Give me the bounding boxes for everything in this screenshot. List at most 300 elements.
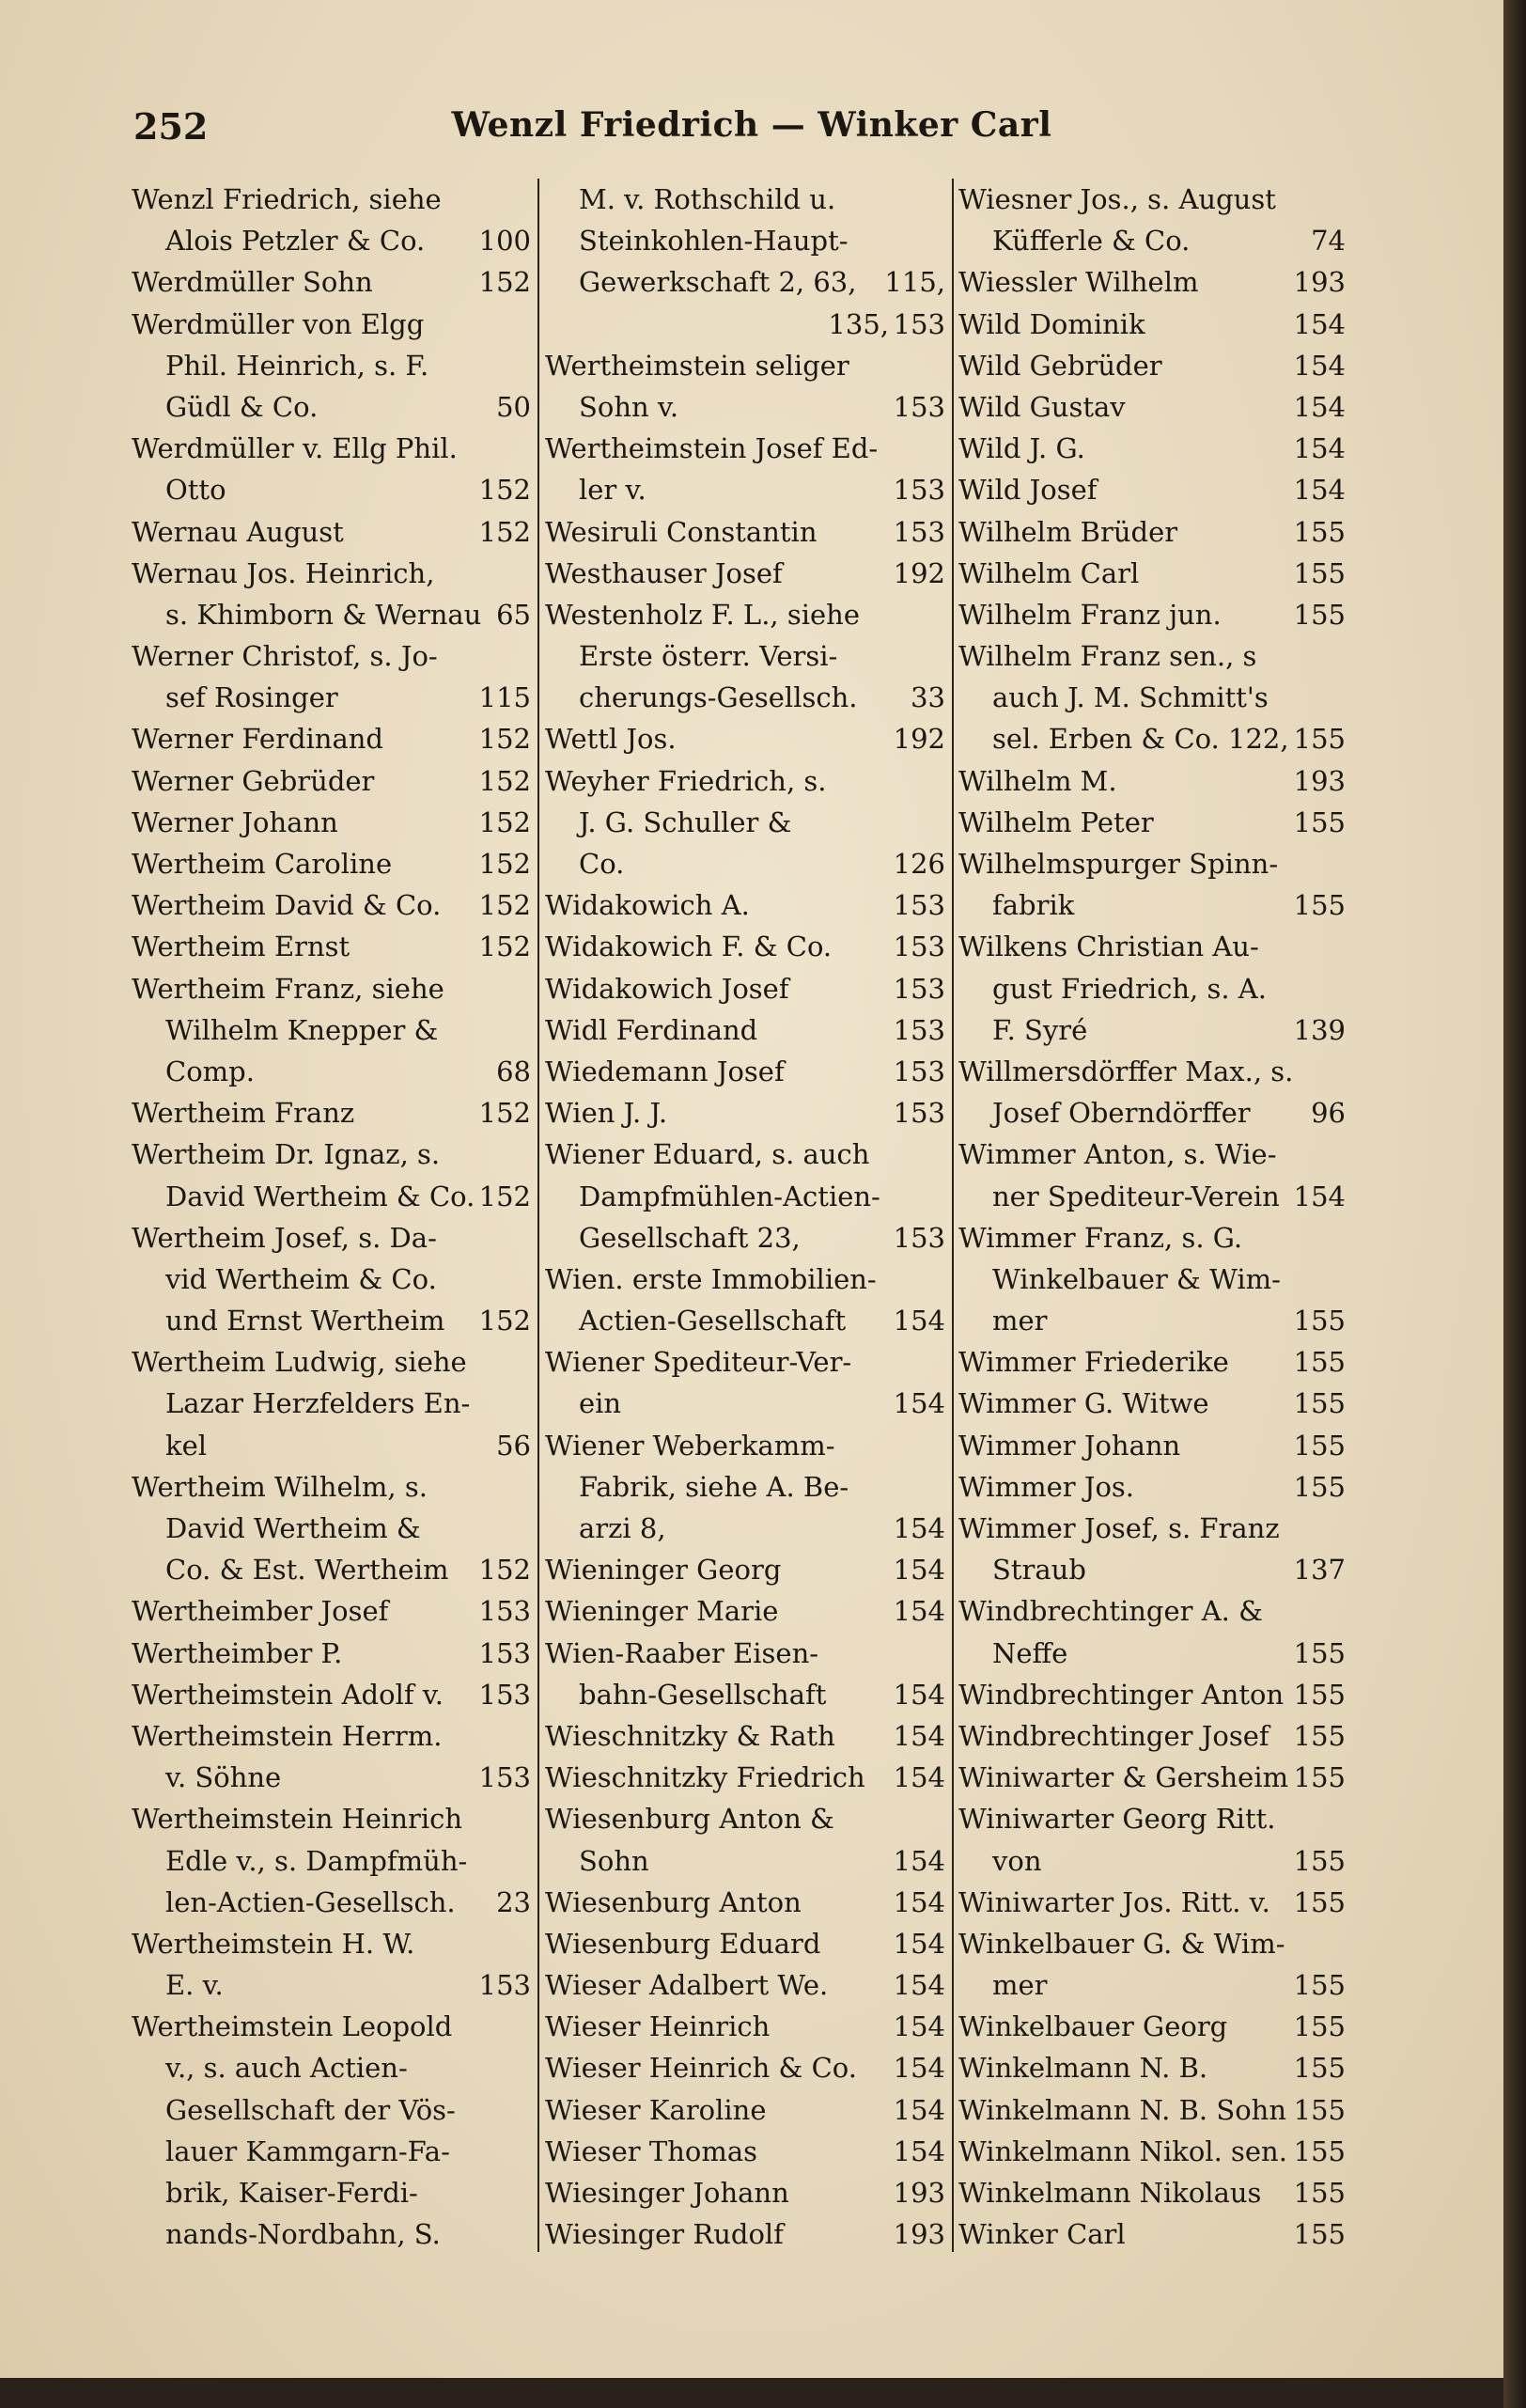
index-entry-line xyxy=(132,1590,531,1632)
entry-text: Wien. erste Immobilien- xyxy=(545,1262,877,1295)
entry-text: cherungs-Gesellsch. xyxy=(579,681,858,714)
entry-page-ref: 193 xyxy=(1293,764,1346,797)
index-entry-line xyxy=(958,802,1346,843)
entry-text: Wertheimstein Leopold xyxy=(132,2010,453,2043)
index-entry-line xyxy=(958,1964,1346,2006)
entry-text: lauer Kammgarn-Fa- xyxy=(165,2134,450,2167)
entry-page-ref: 193 xyxy=(1293,266,1346,299)
entry-page-ref: 155 xyxy=(1293,515,1346,548)
index-columns xyxy=(132,179,1346,2252)
entry-text: nands-Nordbahn, S. xyxy=(165,2218,441,2251)
entry-text: Wertheimstein H. W. xyxy=(132,1927,415,1960)
entry-text: Wieschnitzky & Rath xyxy=(545,1719,835,1752)
index-entry-line xyxy=(545,1715,945,1757)
entry-page-ref: 153 xyxy=(893,1221,945,1254)
entry-text: Wertheimstein Herrm. xyxy=(132,1719,443,1752)
entry-text: Wimmer Johann xyxy=(958,1429,1181,1462)
index-entry-line xyxy=(545,1798,945,1839)
entry-text: Wertheim David & Co. xyxy=(132,889,442,922)
index-entry-line xyxy=(958,843,1346,884)
index-entry-line xyxy=(958,1383,1346,1424)
index-entry-line xyxy=(132,1882,531,1923)
entry-text: Werner Christof, s. Jo- xyxy=(132,640,438,673)
entry-text: Wiesner Jos., s. August xyxy=(958,183,1276,215)
entry-text: Gesellschaft 23, xyxy=(579,1221,801,1254)
column-divider xyxy=(537,179,539,2252)
index-entry-line xyxy=(958,2089,1346,2131)
entry-text: Wimmer Anton, s. Wie- xyxy=(958,1138,1277,1171)
entry-page-ref: 155 xyxy=(1293,2218,1346,2251)
index-entry-line xyxy=(958,1715,1346,1757)
index-column-1 xyxy=(132,179,531,2252)
entry-page-ref: 56 xyxy=(496,1429,531,1462)
index-entry-line xyxy=(958,884,1346,926)
entry-text: Widakowich A. xyxy=(545,889,750,922)
entry-text: Wilhelm Knepper & xyxy=(165,1013,439,1046)
index-entry-line xyxy=(132,1383,531,1424)
entry-text: mer xyxy=(992,1969,1048,2002)
entry-page-ref: 115 xyxy=(478,681,531,714)
entry-text: Wieser Adalbert We. xyxy=(545,1969,829,2002)
page-number: 252 xyxy=(133,105,209,148)
entry-text: Windbrechtinger A. & xyxy=(958,1595,1263,1628)
entry-text: Wieser Karoline xyxy=(545,2093,767,2126)
entry-text: M. v. Rothschild u. xyxy=(579,183,836,215)
entry-text: Winiwarter & Gersheim xyxy=(958,1761,1289,1794)
index-entry-line xyxy=(132,511,531,553)
entry-page-ref: 152 xyxy=(478,848,531,880)
entry-text: Winkelbauer G. & Wim- xyxy=(958,1927,1285,1960)
entry-text: Wieschnitzky Friedrich xyxy=(545,1761,865,1794)
index-entry-line xyxy=(545,1882,945,1923)
index-entry-line xyxy=(132,386,531,428)
entry-page-ref: 192 xyxy=(893,556,945,589)
entry-text: Widakowich Josef xyxy=(545,972,789,1005)
entry-text: Wernau Jos. Heinrich, xyxy=(132,556,435,589)
entry-text: Wertheim Ludwig, siehe xyxy=(132,1346,467,1379)
index-entry-line xyxy=(132,1715,531,1757)
index-entry-line xyxy=(545,1051,945,1092)
index-entry-line xyxy=(545,1549,945,1590)
entry-page-ref: 155 xyxy=(1293,2177,1346,2209)
index-entry-line xyxy=(545,677,945,718)
entry-text: Josef Oberndörffer xyxy=(992,1097,1251,1130)
entry-text: Erste österr. Versi- xyxy=(579,640,838,673)
index-entry-line xyxy=(545,1840,945,1882)
entry-text: Wieninger Marie xyxy=(545,1595,779,1628)
index-entry-line xyxy=(545,511,945,553)
entry-text: Wertheimber P. xyxy=(132,1636,343,1669)
index-entry-line xyxy=(545,1009,945,1051)
entry-page-ref: 152 xyxy=(478,805,531,838)
entry-text: Winkelmann Nikol. sen. xyxy=(958,2134,1287,2167)
entry-text: Wild Gebrüder xyxy=(958,349,1162,382)
index-entry-line xyxy=(958,1757,1346,1798)
entry-text: v., s. auch Actien- xyxy=(165,2052,408,2085)
index-entry-line xyxy=(958,2213,1346,2255)
entry-text: Wiesenburg Anton xyxy=(545,1885,802,1918)
entry-page-ref: 155 xyxy=(1293,2010,1346,2043)
index-entry-line xyxy=(132,1341,531,1383)
index-entry-line xyxy=(132,1840,531,1882)
index-entry-line xyxy=(958,1176,1346,1217)
entry-page-ref: 155 xyxy=(1293,556,1346,589)
index-entry-line xyxy=(132,1964,531,2006)
index-entry-line xyxy=(545,1964,945,2006)
entry-text: und Ernst Wertheim xyxy=(165,1305,445,1337)
entry-text: Wimmer Jos. xyxy=(958,1470,1134,1503)
index-entry-line xyxy=(958,1092,1346,1134)
index-entry-line xyxy=(545,304,945,345)
index-entry-line xyxy=(958,760,1346,802)
entry-text: Wild Dominik xyxy=(958,307,1145,340)
entry-text: Wiener Weberkamm- xyxy=(545,1429,835,1462)
index-entry-line xyxy=(132,677,531,718)
entry-page-ref: 152 xyxy=(478,515,531,548)
index-entry-line xyxy=(545,760,945,802)
index-entry-line xyxy=(545,1217,945,1259)
entry-text: Wieser Thomas xyxy=(545,2134,758,2167)
entry-text: Wieser Heinrich & Co. xyxy=(545,2052,857,2085)
index-entry-line xyxy=(958,1508,1346,1549)
index-entry-line xyxy=(132,2131,531,2172)
index-entry-line xyxy=(545,1300,945,1341)
entry-page-ref: 154 xyxy=(1293,1180,1346,1212)
entry-text: fabrik xyxy=(992,889,1075,922)
entry-text: Lazar Herzfelders En- xyxy=(165,1387,471,1420)
index-entry-line xyxy=(958,511,1346,553)
index-entry-line xyxy=(132,843,531,884)
entry-page-ref: 155 xyxy=(1293,1305,1346,1337)
entry-text: Widakowich F. & Co. xyxy=(545,930,833,963)
entry-text: Wilhelm Brüder xyxy=(958,515,1178,548)
entry-page-ref: 126 xyxy=(893,848,945,880)
entry-text: ler v. xyxy=(579,474,646,507)
entry-text: Wilhelm Peter xyxy=(958,805,1154,838)
entry-text: Wertheim Caroline xyxy=(132,848,393,880)
entry-page-ref: 152 xyxy=(478,930,531,963)
index-entry-line xyxy=(132,2047,531,2088)
entry-page-ref: 155 xyxy=(1293,1636,1346,1669)
entry-text: Wilkens Christian Au- xyxy=(958,930,1259,963)
entry-page-ref: 154 xyxy=(893,1969,945,2002)
running-head: Wenzl Friedrich — Winker Carl xyxy=(451,105,1052,145)
entry-text: Winker Carl xyxy=(958,2218,1126,2251)
index-entry-line xyxy=(545,1590,945,1632)
index-entry-line xyxy=(958,1549,1346,1590)
entry-text: brik, Kaiser-Ferdi- xyxy=(165,2177,418,2209)
entry-text: Wertheimstein Heinrich xyxy=(132,1803,463,1836)
entry-text: Güdl & Co. xyxy=(165,390,319,423)
entry-page-ref: 152 xyxy=(478,266,531,299)
entry-text: J. G. Schuller & xyxy=(579,805,792,838)
index-entry-line xyxy=(958,1840,1346,1882)
entry-page-ref: 154 xyxy=(893,2010,945,2043)
index-entry-line xyxy=(545,1259,945,1300)
entry-text: auch J. M. Schmitt's xyxy=(992,681,1269,714)
entry-page-ref: 192 xyxy=(893,723,945,756)
entry-page-ref: 152 xyxy=(478,1180,531,1212)
entry-page-ref: 155 xyxy=(1293,2134,1346,2167)
index-entry-line xyxy=(545,220,945,261)
index-entry-line xyxy=(958,345,1346,386)
entry-page-ref: 115, xyxy=(884,266,945,299)
entry-text: Actien-Gesellschaft xyxy=(579,1305,847,1337)
index-entry-line xyxy=(958,553,1346,594)
entry-page-ref: 152 xyxy=(478,889,531,922)
entry-text: von xyxy=(992,1844,1042,1877)
entry-page-ref: 153 xyxy=(478,1595,531,1628)
entry-text: Wiesenburg Anton & xyxy=(545,1803,834,1836)
index-entry-line xyxy=(545,1633,945,1674)
entry-page-ref: 153 xyxy=(478,1761,531,1794)
index-entry-line xyxy=(132,304,531,345)
entry-page-ref: 153 xyxy=(478,1636,531,1669)
index-entry-line xyxy=(545,2006,945,2047)
entry-page-ref: 153 xyxy=(893,930,945,963)
entry-text: Winkelmann N. B. xyxy=(958,2052,1208,2085)
entry-text: Comp. xyxy=(165,1055,255,1087)
index-entry-line xyxy=(545,345,945,386)
entry-text: Winkelmann Nikolaus xyxy=(958,2177,1262,2209)
entry-text: s. Khimborn & Wernau xyxy=(165,598,482,631)
index-entry-line xyxy=(132,179,531,220)
entry-text: Wilhelm Franz jun. xyxy=(958,598,1222,631)
entry-text: Werner Ferdinand xyxy=(132,723,383,756)
entry-page-ref: 154 xyxy=(893,2134,945,2167)
index-entry-line xyxy=(958,2006,1346,2047)
index-entry-line xyxy=(132,1259,531,1300)
entry-page-ref: 155 xyxy=(1293,1387,1346,1420)
index-entry-line xyxy=(958,594,1346,635)
entry-text: Wertheimber Josef xyxy=(132,1595,389,1628)
index-entry-line xyxy=(958,968,1346,1009)
entry-text: vid Wertheim & Co. xyxy=(165,1262,437,1295)
index-entry-line xyxy=(545,428,945,469)
entry-text: Winiwarter Jos. Ritt. v. xyxy=(958,1885,1270,1918)
entry-text: Wild Josef xyxy=(958,474,1098,507)
entry-text: ner Spediteur-Verein xyxy=(992,1180,1280,1212)
entry-text: ein xyxy=(579,1387,622,1420)
index-entry-line xyxy=(545,1508,945,1549)
entry-page-ref: 153 xyxy=(893,1055,945,1087)
entry-page-ref: 152 xyxy=(478,764,531,797)
index-entry-line xyxy=(132,926,531,967)
entry-page-ref: 65 xyxy=(496,598,531,631)
index-entry-line xyxy=(545,2131,945,2172)
index-entry-line xyxy=(132,1549,531,1590)
entry-text: Wimmer Josef, s. Franz xyxy=(958,1512,1280,1544)
entry-page-ref: 155 xyxy=(1293,1346,1346,1379)
entry-text: Winiwarter Georg Ritt. xyxy=(958,1803,1276,1836)
index-entry-line xyxy=(958,469,1346,510)
index-entry-line xyxy=(545,802,945,843)
index-entry-line xyxy=(132,1134,531,1175)
entry-text: Co. & Est. Wertheim xyxy=(165,1554,449,1587)
entry-page-ref: 153 xyxy=(478,1678,531,1711)
index-entry-line xyxy=(132,968,531,1009)
index-entry-line xyxy=(132,802,531,843)
entry-text: Neffe xyxy=(992,1636,1068,1669)
entry-text: Werdmüller Sohn xyxy=(132,266,373,299)
index-entry-line xyxy=(958,1341,1346,1383)
entry-text: Gesellschaft der Vös- xyxy=(165,2093,456,2126)
index-entry-line xyxy=(958,304,1346,345)
entry-page-ref: 154 xyxy=(893,2052,945,2085)
entry-page-ref: 154 xyxy=(1293,474,1346,507)
entry-page-ref: 153 xyxy=(893,1097,945,1130)
entry-text: arzi 8, xyxy=(579,1512,666,1544)
entry-page-ref: 96 xyxy=(1311,1097,1346,1130)
entry-text: Wilhelm Franz sen., s xyxy=(958,640,1257,673)
entry-text: Werdmüller v. Ellg Phil. xyxy=(132,432,458,465)
entry-page-ref: 100 xyxy=(478,225,531,258)
entry-text: Werner Gebrüder xyxy=(132,764,375,797)
entry-text: Wimmer Franz, s. G. xyxy=(958,1221,1243,1254)
entry-page-ref: 153 xyxy=(893,474,945,507)
index-entry-line xyxy=(132,1757,531,1798)
index-entry-line xyxy=(545,1134,945,1175)
entry-text: kel xyxy=(165,1429,208,1462)
entry-text: len-Actien-Gesellsch. xyxy=(165,1885,456,1918)
entry-page-ref: 155 xyxy=(1293,1885,1346,1918)
entry-text: Wimmer G. Witwe xyxy=(958,1387,1209,1420)
index-entry-line xyxy=(958,1300,1346,1341)
index-entry-line xyxy=(132,1466,531,1508)
entry-page-ref: 74 xyxy=(1311,225,1346,258)
entry-page-ref: 155 xyxy=(1293,598,1346,631)
entry-page-ref: 155 xyxy=(1293,805,1346,838)
index-entry-line xyxy=(545,1176,945,1217)
index-entry-line xyxy=(132,428,531,469)
index-entry-line xyxy=(545,1383,945,1424)
index-entry-line xyxy=(958,428,1346,469)
entry-page-ref: 153 xyxy=(893,390,945,423)
index-entry-line xyxy=(545,968,945,1009)
index-entry-line xyxy=(958,1009,1346,1051)
index-entry-line xyxy=(132,220,531,261)
entry-page-ref: 155 xyxy=(1293,2052,1346,2085)
entry-text: Wien-Raaber Eisen- xyxy=(545,1636,819,1669)
entry-page-ref: 155 xyxy=(1293,1969,1346,2002)
entry-page-ref: 155 xyxy=(1293,723,1346,756)
entry-text: Fabrik, siehe A. Be- xyxy=(579,1470,849,1503)
entry-page-ref: 152 xyxy=(478,1554,531,1587)
entry-text: Co. xyxy=(579,848,625,880)
index-entry-line xyxy=(545,884,945,926)
entry-text: mer xyxy=(992,1305,1048,1337)
entry-page-ref: 152 xyxy=(478,1305,531,1337)
index-entry-line xyxy=(958,1134,1346,1175)
entry-text: Wild J. G. xyxy=(958,432,1085,465)
entry-text: Wilhelm Carl xyxy=(958,556,1140,589)
index-entry-line xyxy=(958,1051,1346,1092)
entry-text: Werner Johann xyxy=(132,805,338,838)
entry-text: Wertheimstein Josef Ed- xyxy=(545,432,879,465)
entry-page-ref: 155 xyxy=(1293,1678,1346,1711)
index-entry-line xyxy=(958,1217,1346,1259)
index-entry-line xyxy=(545,1466,945,1508)
entry-text: Winkelbauer & Wim- xyxy=(992,1262,1281,1295)
index-entry-line xyxy=(132,2172,531,2213)
index-entry-line xyxy=(958,1590,1346,1632)
index-column-2 xyxy=(545,179,945,2252)
entry-text: Werdmüller von Elgg xyxy=(132,307,425,340)
entry-page-ref: 23 xyxy=(496,1885,531,1918)
book-spine-edge xyxy=(1503,0,1526,2408)
index-entry-line xyxy=(132,2213,531,2255)
entry-text: Windbrechtinger Josef xyxy=(958,1719,1269,1752)
entry-page-ref: 154 xyxy=(893,1885,945,1918)
index-entry-line xyxy=(132,553,531,594)
index-entry-line xyxy=(958,220,1346,261)
entry-page-ref: 154 xyxy=(1293,349,1346,382)
entry-text: sel. Erben & Co. 122, xyxy=(992,723,1289,756)
entry-page-ref: 154 xyxy=(893,1595,945,1628)
entry-text: Edle v., s. Dampfmüh- xyxy=(165,1844,468,1877)
entry-page-ref: 154 xyxy=(893,1761,945,1794)
entry-text: Steinkohlen-Haupt- xyxy=(579,225,849,258)
entry-text: Wimmer Friederike xyxy=(958,1346,1229,1379)
entry-page-ref: 154 xyxy=(893,1554,945,1587)
index-entry-line xyxy=(545,261,945,303)
entry-text: Westenholz F. L., siehe xyxy=(545,598,861,631)
index-entry-line xyxy=(132,1508,531,1549)
index-entry-line xyxy=(545,179,945,220)
entry-text: Winkelbauer Georg xyxy=(958,2010,1228,2043)
entry-page-ref: 152 xyxy=(478,474,531,507)
index-entry-line xyxy=(132,884,531,926)
index-entry-line xyxy=(958,1466,1346,1508)
index-entry-line xyxy=(958,1923,1346,1964)
entry-text: Wiener Spediteur-Ver- xyxy=(545,1346,852,1379)
index-entry-line xyxy=(958,926,1346,967)
index-entry-line xyxy=(132,1425,531,1466)
index-entry-line xyxy=(958,718,1346,759)
index-entry-line xyxy=(545,1341,945,1383)
index-entry-line xyxy=(958,1425,1346,1466)
entry-text: Windbrechtinger Anton xyxy=(958,1678,1285,1711)
entry-page-ref: 193 xyxy=(893,2177,945,2209)
entry-text: Wiesenburg Eduard xyxy=(545,1927,821,1960)
index-entry-line xyxy=(958,635,1346,677)
index-entry-line xyxy=(545,1092,945,1134)
index-entry-line xyxy=(545,1757,945,1798)
entry-page-ref: 154 xyxy=(893,1512,945,1544)
entry-page-ref: 50 xyxy=(496,390,531,423)
entry-text: sef Rosinger xyxy=(165,681,338,714)
entry-text: Wiesinger Rudolf xyxy=(545,2218,784,2251)
entry-text: Straub xyxy=(992,1554,1086,1587)
index-entry-line xyxy=(132,261,531,303)
index-entry-line xyxy=(545,718,945,759)
entry-text: Wertheim Wilhelm, s. xyxy=(132,1470,428,1503)
index-entry-line xyxy=(132,1300,531,1341)
entry-text: Sohn xyxy=(579,1844,649,1877)
index-entry-line xyxy=(958,1798,1346,1839)
index-entry-line xyxy=(958,386,1346,428)
entry-text: Widl Ferdinand xyxy=(545,1013,758,1046)
index-entry-line xyxy=(545,1425,945,1466)
entry-page-ref: 154 xyxy=(893,1387,945,1420)
entry-text: Wernau August xyxy=(132,515,344,548)
index-entry-line xyxy=(958,1633,1346,1674)
index-entry-line xyxy=(132,718,531,759)
index-entry-line xyxy=(958,677,1346,718)
entry-text: Wenzl Friedrich, siehe xyxy=(132,183,442,215)
column-divider xyxy=(952,179,954,2252)
entry-page-ref: 154 xyxy=(893,2093,945,2126)
